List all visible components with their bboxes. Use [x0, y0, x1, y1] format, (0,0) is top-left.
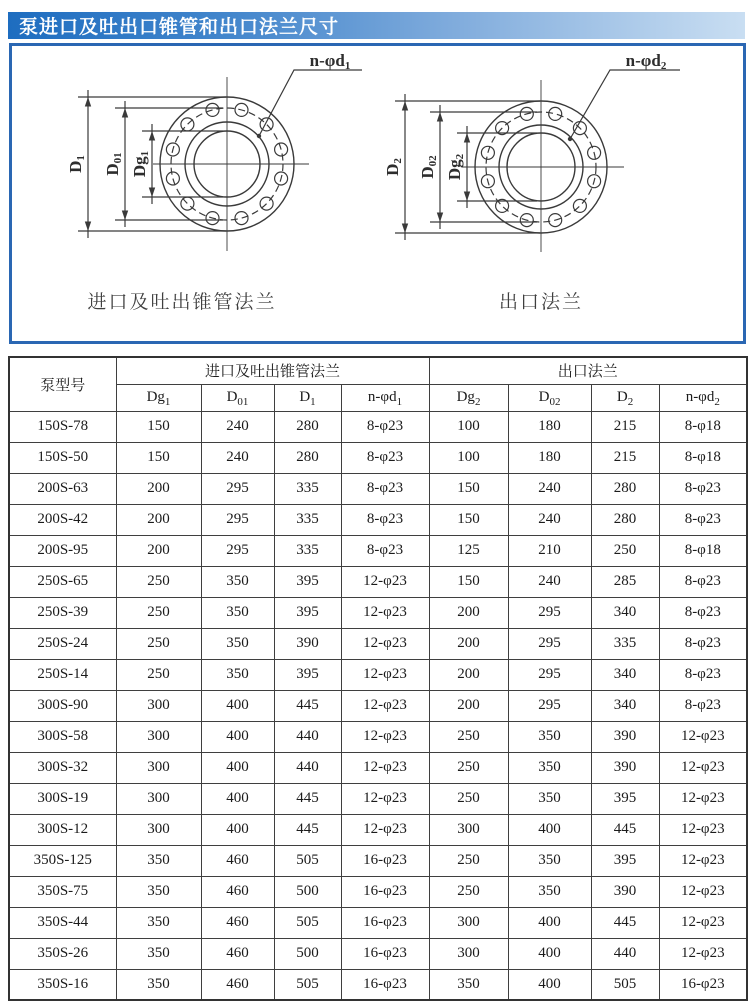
dimension-value-cell: 150 [429, 473, 508, 504]
dimension-value-cell: 350 [429, 969, 508, 1000]
table-row [9, 876, 747, 907]
dimension-value-cell: 210 [508, 535, 591, 566]
holes-leader-line [259, 70, 362, 136]
dimension-value-cell: 390 [274, 628, 341, 659]
dimension-value-cell: 8-φ18 [659, 442, 747, 473]
dimension-value-cell: 500 [274, 938, 341, 969]
dimension-value-cell: 8-φ23 [659, 504, 747, 535]
dimension-value-cell: 8-φ23 [659, 597, 747, 628]
pump-model-cell: 350S-125 [9, 845, 116, 876]
dimension-value-cell: 460 [201, 876, 274, 907]
col-header-d02: $D_{02}$ [508, 384, 591, 411]
dimension-value-cell: 300 [116, 814, 201, 845]
dimension-value-cell: 400 [508, 969, 591, 1000]
dimension-value-cell: 16-φ23 [659, 969, 747, 1000]
dimension-value-cell: 350 [508, 876, 591, 907]
bolt-hole [481, 146, 494, 159]
dimension-value-cell: 12-φ23 [659, 721, 747, 752]
dimension-value-cell: 200 [429, 659, 508, 690]
dimension-value-cell: 12-φ23 [659, 752, 747, 783]
table-row [9, 566, 747, 597]
dimension-value-cell: 8-φ23 [341, 535, 429, 566]
dimension-value-cell: 400 [508, 938, 591, 969]
dimension-value-cell: 340 [591, 659, 659, 690]
dimension-value-cell: 12-φ23 [341, 566, 429, 597]
col-header-dg1: $Dg_1$ [116, 384, 201, 411]
dimension-value-cell: 440 [274, 752, 341, 783]
dimension-value-cell: 8-φ23 [659, 628, 747, 659]
dimension-value-cell: 285 [591, 566, 659, 597]
pump-model-cell: 250S-39 [9, 597, 116, 628]
dimension-value-cell: 250 [116, 659, 201, 690]
dimension-value-cell: 295 [201, 535, 274, 566]
dimension-value-cell: 12-φ23 [341, 628, 429, 659]
dimension-value-cell: 350 [116, 876, 201, 907]
dimension-value-cell: 350 [508, 721, 591, 752]
dimension-value-cell: 250 [116, 628, 201, 659]
dimension-value-cell: 12-φ23 [659, 938, 747, 969]
dimension-value-cell: 125 [429, 535, 508, 566]
dim-label-dg2: Dg2 [445, 153, 466, 181]
dimension-value-cell: 8-φ23 [659, 690, 747, 721]
pump-model-cell: 300S-90 [9, 690, 116, 721]
dimension-value-cell: 100 [429, 411, 508, 442]
dimension-value-cell: 8-φ23 [659, 566, 747, 597]
inlet-holes-label: n-φd1 [309, 51, 351, 72]
table-row [9, 473, 747, 504]
dimension-value-cell: 395 [591, 783, 659, 814]
table-row [9, 845, 747, 876]
flange-diagram-panel [9, 43, 746, 344]
dimension-value-cell: 390 [591, 876, 659, 907]
dimension-value-cell: 240 [201, 442, 274, 473]
dimension-value-cell: 295 [508, 628, 591, 659]
dimension-value-cell: 400 [508, 907, 591, 938]
dimension-value-cell: 335 [274, 473, 341, 504]
dimension-value-cell: 16-φ23 [341, 907, 429, 938]
dimension-value-cell: 395 [274, 566, 341, 597]
dimension-value-cell: 12-φ23 [659, 845, 747, 876]
table-row [9, 690, 747, 721]
dim-label-d2: D2 [383, 158, 404, 176]
dimension-value-cell: 250 [429, 752, 508, 783]
dimension-value-cell: 240 [508, 566, 591, 597]
dimension-value-cell: 440 [274, 721, 341, 752]
dimension-value-cell: 150 [116, 442, 201, 473]
dimension-value-cell: 300 [116, 752, 201, 783]
dimension-value-cell: 335 [274, 504, 341, 535]
dimension-value-cell: 300 [429, 814, 508, 845]
bolt-hole [181, 197, 194, 210]
dimension-value-cell: 460 [201, 907, 274, 938]
outlet-caption: 出口法兰 [498, 292, 584, 313]
table-row [9, 938, 747, 969]
dimension-value-cell: 240 [508, 473, 591, 504]
bolt-hole [260, 197, 273, 210]
dimension-value-cell: 445 [274, 783, 341, 814]
col-header-nd1: $n-\varphi d_1$ [341, 384, 429, 411]
dimension-value-cell: 250 [429, 876, 508, 907]
flange-dimension-table [8, 356, 748, 1001]
dimension-value-cell: 460 [201, 969, 274, 1000]
dimension-value-cell: 12-φ23 [341, 783, 429, 814]
dimension-value-cell: 350 [201, 566, 274, 597]
dimension-value-cell: 295 [201, 504, 274, 535]
dimension-value-cell: 350 [116, 969, 201, 1000]
dimension-value-cell: 350 [508, 783, 591, 814]
dimension-value-cell: 445 [274, 814, 341, 845]
dimension-value-cell: 445 [274, 690, 341, 721]
table-row [9, 535, 747, 566]
table-row [9, 628, 747, 659]
dimension-value-cell: 16-φ23 [341, 845, 429, 876]
bolt-hole [235, 212, 248, 225]
inlet-flange-diagram [66, 51, 362, 313]
group-header-outlet: 出口法兰 [429, 357, 747, 384]
dimension-value-cell: 240 [508, 504, 591, 535]
dimension-value-cell: 350 [116, 845, 201, 876]
dimension-value-cell: 300 [116, 690, 201, 721]
group-header-row [9, 357, 747, 384]
dimension-value-cell: 8-φ23 [341, 442, 429, 473]
dimension-value-cell: 295 [201, 473, 274, 504]
dimension-value-cell: 300 [429, 938, 508, 969]
dimension-value-cell: 445 [591, 907, 659, 938]
dimension-value-cell: 445 [591, 814, 659, 845]
dimension-value-cell: 400 [201, 752, 274, 783]
pump-model-cell: 350S-26 [9, 938, 116, 969]
dimension-value-cell: 12-φ23 [659, 814, 747, 845]
group-header-inlet: 进口及吐出锥管法兰 [116, 357, 429, 384]
dimension-value-cell: 390 [591, 721, 659, 752]
dimension-value-cell: 180 [508, 442, 591, 473]
outlet-flange-diagram [383, 51, 680, 313]
dimension-value-cell: 250 [429, 845, 508, 876]
col-header-d01: $D_{01}$ [201, 384, 274, 411]
leader-dot [568, 137, 572, 141]
inlet-caption: 进口及吐出锥管法兰 [87, 292, 277, 313]
dimension-value-cell: 295 [508, 690, 591, 721]
dimension-value-cell: 280 [274, 442, 341, 473]
dimension-value-cell: 335 [274, 535, 341, 566]
dimension-value-cell: 12-φ23 [659, 783, 747, 814]
pump-model-cell: 200S-42 [9, 504, 116, 535]
dimension-value-cell: 400 [508, 814, 591, 845]
dimension-value-cell: 340 [591, 690, 659, 721]
dimension-value-cell: 460 [201, 845, 274, 876]
dimension-value-cell: 150 [429, 504, 508, 535]
dimension-value-cell: 8-φ23 [341, 504, 429, 535]
pump-model-cell: 300S-19 [9, 783, 116, 814]
dimension-value-cell: 12-φ23 [659, 876, 747, 907]
table-row [9, 597, 747, 628]
dimension-value-cell: 350 [201, 628, 274, 659]
dimension-value-cell: 395 [591, 845, 659, 876]
table-body [9, 411, 747, 1000]
dim-label-d1: D1 [66, 155, 87, 173]
dimension-value-cell: 250 [591, 535, 659, 566]
dimension-value-cell: 250 [429, 783, 508, 814]
dimension-value-cell: 505 [274, 845, 341, 876]
pump-model-cell: 350S-75 [9, 876, 116, 907]
dimension-value-cell: 215 [591, 442, 659, 473]
bolt-hole [181, 118, 194, 131]
pump-model-cell: 200S-63 [9, 473, 116, 504]
dimension-value-cell: 400 [201, 814, 274, 845]
col-header-d2: $D_2$ [591, 384, 659, 411]
dim-label-d01: D01 [103, 152, 124, 176]
table-row [9, 721, 747, 752]
dimension-value-cell: 350 [508, 752, 591, 783]
dimension-value-cell: 340 [591, 597, 659, 628]
dimension-value-cell: 280 [591, 504, 659, 535]
dimension-value-cell: 300 [116, 783, 201, 814]
dimension-value-cell: 250 [116, 566, 201, 597]
dimension-value-cell: 8-φ18 [659, 411, 747, 442]
dimension-value-cell: 295 [508, 597, 591, 628]
dimension-value-cell: 505 [274, 969, 341, 1000]
dimension-value-cell: 280 [591, 473, 659, 504]
dimension-value-cell: 8-φ23 [659, 473, 747, 504]
dimension-value-cell: 16-φ23 [341, 876, 429, 907]
dimension-value-cell: 240 [201, 411, 274, 442]
dimension-value-cell: 12-φ23 [659, 907, 747, 938]
dimension-value-cell: 300 [429, 907, 508, 938]
dimension-value-cell: 12-φ23 [341, 752, 429, 783]
dimension-value-cell: 150 [116, 411, 201, 442]
table-row [9, 907, 747, 938]
dimension-value-cell: 12-φ23 [341, 659, 429, 690]
dimension-value-cell: 460 [201, 938, 274, 969]
pump-model-cell: 300S-12 [9, 814, 116, 845]
pump-model-cell: 300S-58 [9, 721, 116, 752]
pump-model-cell: 150S-50 [9, 442, 116, 473]
dimension-value-cell: 8-φ23 [659, 659, 747, 690]
dimension-value-cell: 200 [429, 690, 508, 721]
pump-model-cell: 250S-14 [9, 659, 116, 690]
col-header-dg2: $Dg_2$ [429, 384, 508, 411]
dimension-value-cell: 12-φ23 [341, 690, 429, 721]
dimension-value-cell: 200 [116, 535, 201, 566]
bolt-hole [549, 107, 562, 120]
dimension-value-cell: 150 [429, 566, 508, 597]
pump-model-cell: 250S-24 [9, 628, 116, 659]
dimension-value-cell: 100 [429, 442, 508, 473]
pump-model-cell: 350S-16 [9, 969, 116, 1000]
dimension-value-cell: 400 [201, 690, 274, 721]
dimension-value-cell: 350 [508, 845, 591, 876]
table-row [9, 442, 747, 473]
dimension-value-cell: 350 [201, 659, 274, 690]
dimension-value-cell: 250 [116, 597, 201, 628]
table-row [9, 411, 747, 442]
table-row [9, 814, 747, 845]
dimension-value-cell: 300 [116, 721, 201, 752]
dimension-value-cell: 440 [591, 938, 659, 969]
dimension-value-cell: 250 [429, 721, 508, 752]
dimension-value-cell: 8-φ18 [659, 535, 747, 566]
dimension-value-cell: 395 [274, 659, 341, 690]
dimension-value-cell: 505 [274, 907, 341, 938]
dimension-value-cell: 180 [508, 411, 591, 442]
dimension-value-cell: 500 [274, 876, 341, 907]
dimension-value-cell: 390 [591, 752, 659, 783]
column-header-row [9, 384, 747, 411]
dimension-value-cell: 8-φ23 [341, 473, 429, 504]
dimension-value-cell: 295 [508, 659, 591, 690]
page-title-bar [8, 12, 745, 39]
table-row [9, 783, 747, 814]
dimension-value-cell: 200 [429, 597, 508, 628]
dimension-value-cell: 505 [591, 969, 659, 1000]
dimension-value-cell: 215 [591, 411, 659, 442]
pump-model-cell: 150S-78 [9, 411, 116, 442]
bolt-hole [573, 199, 586, 212]
pump-model-cell: 250S-65 [9, 566, 116, 597]
col-header-d1: $D_1$ [274, 384, 341, 411]
leader-dot [257, 134, 261, 138]
dim-label-d02: D02 [418, 155, 439, 179]
outlet-holes-label: n-φd2 [625, 51, 667, 72]
table-row [9, 504, 747, 535]
dimension-value-cell: 335 [591, 628, 659, 659]
col-header-nd2: $n-\varphi d_2$ [659, 384, 747, 411]
dimension-value-cell: 200 [116, 504, 201, 535]
table-row [9, 659, 747, 690]
pump-model-cell: 200S-95 [9, 535, 116, 566]
dimension-value-cell: 12-φ23 [341, 597, 429, 628]
dimension-value-cell: 12-φ23 [341, 721, 429, 752]
dimension-value-cell: 350 [116, 938, 201, 969]
pump-model-cell: 300S-32 [9, 752, 116, 783]
flange-diagrams-svg [12, 46, 743, 341]
dimension-value-cell: 16-φ23 [341, 938, 429, 969]
table-row [9, 752, 747, 783]
dimension-value-cell: 350 [116, 907, 201, 938]
dimension-value-cell: 400 [201, 783, 274, 814]
dimension-value-cell: 12-φ23 [341, 814, 429, 845]
dim-label-dg1: Dg1 [130, 150, 151, 178]
dimension-value-cell: 8-φ23 [341, 411, 429, 442]
pump-model-cell: 350S-44 [9, 907, 116, 938]
dimension-value-cell: 350 [201, 597, 274, 628]
page-title: 泵进口及吐出口锥管和出口法兰尺寸 [19, 17, 340, 38]
dimension-value-cell: 16-φ23 [341, 969, 429, 1000]
dimension-value-cell: 280 [274, 411, 341, 442]
col-header-model: 泵型号 [9, 357, 116, 411]
dimension-value-cell: 395 [274, 597, 341, 628]
dimension-value-cell: 200 [429, 628, 508, 659]
table-row [9, 969, 747, 1000]
bolt-hole [260, 118, 273, 131]
dimension-value-cell: 400 [201, 721, 274, 752]
dimension-value-cell: 200 [116, 473, 201, 504]
